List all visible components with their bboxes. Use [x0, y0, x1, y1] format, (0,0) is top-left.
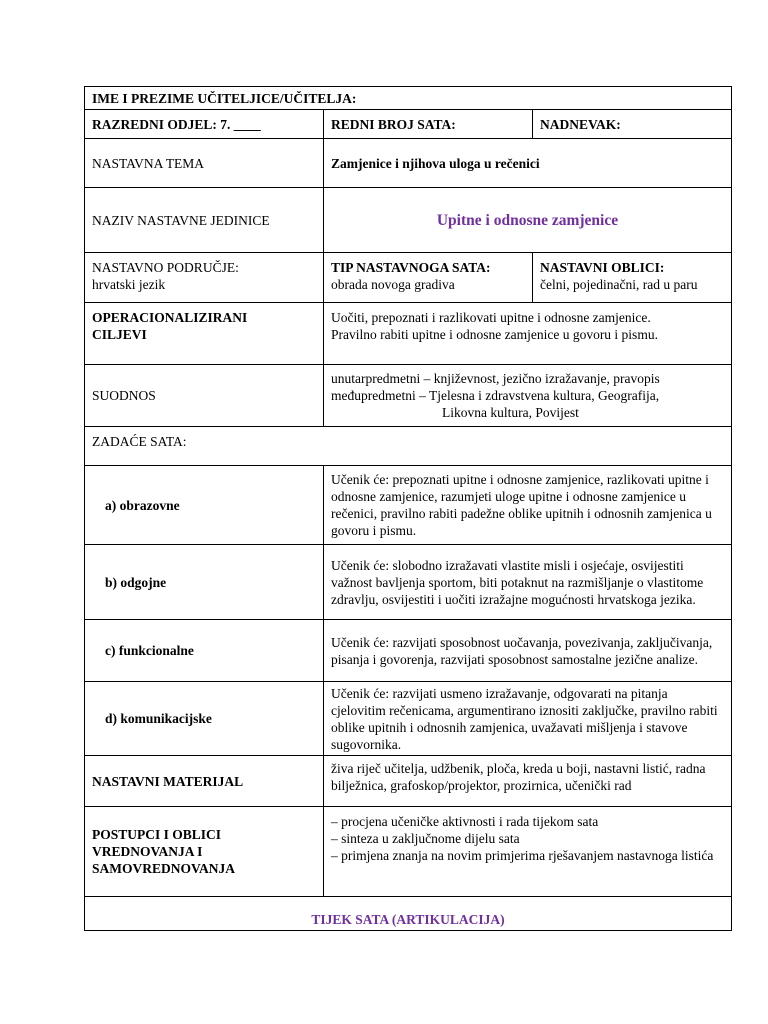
teacher-row	[85, 87, 732, 110]
evaluation-list-cell	[324, 807, 732, 897]
teaching-forms-value: čelni, pojedinačni, rad u paru	[540, 277, 698, 292]
lesson-number-label: REDNI BROJ SATA:	[324, 110, 533, 139]
unit-title: Upitne i odnosne zamjenice	[324, 188, 732, 253]
objectives-row	[85, 303, 732, 365]
evaluation-item: – procjena učeničke aktivnosti i rada tijekom sata	[331, 814, 599, 829]
task-communicative-text: Učenik će: razvijati usmeno izražavanje, odgovarati na pitanja cjelovitim rečenicama, argumentirano iznositi zaključke, pravilno rabiti oblike upitnih i odnosnih zamjenica, uvažavati mišljenja i stavove sugovornika.	[324, 682, 732, 756]
area-value: hrvatski jezik	[92, 277, 166, 292]
objectives-text-cell	[324, 303, 732, 365]
unit-row	[85, 188, 732, 253]
task-pedagogical-text: Učenik će: slobodno izražavati vlastite misli i osjećaje, osvijestiti važnost bavljenja sportom, biti potaknut na razmišljanje o vlastitome zdravlju, osvijestiti i uočiti izražajne mogućnosti hrvatskoga jezika.	[324, 545, 732, 620]
task-row	[85, 620, 732, 682]
evaluation-item: – sinteza u zaključnome dijelu sata	[331, 831, 520, 846]
topic-label: NASTAVNA TEMA	[85, 139, 324, 188]
lesson-type-label: TIP NASTAVNOGA SATA:	[331, 260, 491, 275]
task-educational-text: Učenik će: prepoznati upitne i odnosne zamjenice, razlikovati upitne i odnosne zamjenice, razumjeti uloge upitne i odnosne zamjenice u rečenici, pravilno rabiti padežne oblike upitnih i odnosnih zamjenica u govoru i pismu.	[324, 466, 732, 545]
task-functional-label: c) funkcionalne	[85, 620, 324, 682]
materials-text: živa riječ učitelja, udžbenik, ploča, kreda u boji, nastavni listić, radna bilježnica, grafoskop/projektor, prozirnica, učenički rad	[324, 756, 732, 807]
task-communicative-label: d) komunikacijske	[85, 682, 324, 756]
task-row	[85, 545, 732, 620]
class-row	[85, 110, 732, 139]
topic-value: Zamjenice i njihova uloga u rečenici	[324, 139, 732, 188]
topic-row	[85, 139, 732, 188]
evaluation-row	[85, 807, 732, 897]
objectives-line1: Uočiti, prepoznati i razlikovati upitne i odnosne zamjenice.	[331, 310, 651, 325]
class-label: RAZREDNI ODJEL: 7. ____	[85, 110, 324, 139]
teacher-label: IME I PREZIME UČITELJICE/UČITELJA:	[85, 87, 732, 110]
tasks-header-row	[85, 427, 732, 466]
task-row	[85, 466, 732, 545]
evaluation-label-cell	[85, 807, 324, 897]
correlation-line3: Likovna kultura, Povijest	[442, 405, 579, 420]
correlation-text-cell	[324, 365, 732, 427]
course-row	[85, 897, 732, 931]
date-label: NADNEVAK:	[533, 110, 732, 139]
unit-label: NAZIV NASTAVNE JEDINICE	[85, 188, 324, 253]
area-cell	[85, 253, 324, 303]
teaching-forms-cell	[533, 253, 732, 303]
teaching-forms-label: NASTAVNI OBLICI:	[540, 260, 665, 275]
lesson-type-cell	[324, 253, 533, 303]
objectives-label-line1: OPERACIONALIZIRANI	[92, 310, 248, 325]
objectives-line2: Pravilno rabiti upitne i odnosne zamjenice u govoru i pismu.	[331, 327, 658, 342]
task-pedagogical-label: b) odgojne	[85, 545, 324, 620]
lesson-plan-table	[84, 86, 732, 931]
area-label: NASTAVNO PODRUČJE:	[92, 260, 239, 275]
correlation-label: SUODNOS	[85, 365, 324, 427]
tasks-label: ZADAĆE SATA:	[85, 427, 732, 466]
lesson-type-value: obrada novoga gradiva	[331, 277, 455, 292]
materials-row	[85, 756, 732, 807]
materials-label: NASTAVNI MATERIJAL	[85, 756, 324, 807]
area-row	[85, 253, 732, 303]
correlation-line1: unutarpredmetni – književnost, jezično izražavanje, pravopis	[331, 371, 660, 386]
objectives-label-cell	[85, 303, 324, 365]
objectives-label-line2: CILJEVI	[92, 327, 147, 342]
evaluation-label-line3: SAMOVREDNOVANJA	[92, 861, 236, 876]
task-functional-text: Učenik će: razvijati sposobnost uočavanja, povezivanja, zaključivanja, pisanja i govorenja, razvijati sposobnost samostalne jezične analize.	[324, 620, 732, 682]
evaluation-label-line1: POSTUPCI I OBLICI	[92, 827, 222, 842]
course-title: TIJEK SATA (ARTIKULACIJA)	[85, 897, 732, 931]
correlation-line2: međupredmetni – Tjelesna i zdravstvena kultura, Geografija,	[331, 388, 660, 403]
task-educational-label: a) obrazovne	[85, 466, 324, 545]
correlation-row	[85, 365, 732, 427]
task-row	[85, 682, 732, 756]
evaluation-label-line2: VREDNOVANJA I	[92, 844, 203, 859]
evaluation-item: – primjena znanja na novim primjerima rješavanjem nastavnoga listića	[331, 848, 714, 863]
